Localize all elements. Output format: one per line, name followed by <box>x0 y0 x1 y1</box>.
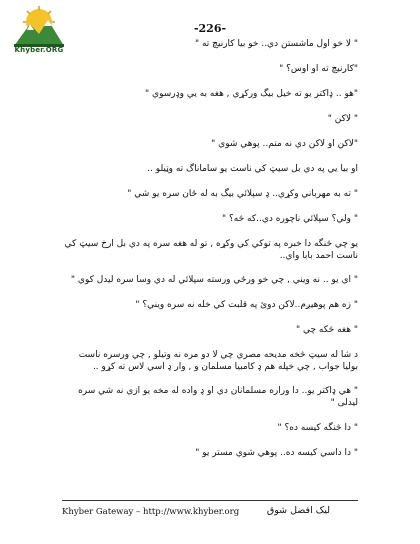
paragraph: "هو .. ډاكتر يو ته خيل بيگ وركړي , هغه به يي وډرسوي " <box>145 89 358 99</box>
paragraph: "لاكن او لاكن دي نه منم.. پوهي شوي " <box>211 139 358 149</box>
logo-text: Khyber.ORG <box>14 46 64 54</box>
paragraph: او بيا يي په دي بل سيټ كي ناست يو ساماناگ ته وټيلو .. <box>147 164 358 174</box>
paragraph: " لا خو اول ماشستن دي.. خو بيا كارنيچ ته " <box>194 39 358 49</box>
footer-author: ليک افضل شوق <box>266 505 330 516</box>
footer-divider <box>62 500 358 501</box>
paragraph: " لاكن " <box>327 114 358 124</box>
paragraph: " زه هم پوهيږم..لاكن دوئ په قلبت كي خله نه سره ويني؟ " <box>135 300 358 310</box>
paragraph: " دا داسي كيسه ده.. پوهي شوي مستر يو " <box>195 448 358 458</box>
paragraph: " هي ډاكتر يو.. دا وراره مسلمانان دي او ډ واده له مخه يو ازي نه شي سره ليدلى " <box>78 386 358 408</box>
paragraph: " ته به مهرباني وكړي.. ډ سپلائي بيگ به له ځان سره يو شي " <box>127 189 358 199</box>
footer-site: Khyber Gateway – http://www.khyber.org <box>62 507 240 517</box>
page-number: -226- <box>193 22 227 35</box>
paragraph: " هغه څكه چي " <box>295 325 358 335</box>
document-body <box>62 38 358 472</box>
paragraph: " دا څنگه كيسه ده؟ " <box>277 423 358 433</box>
paragraph: " اي يو .. نه ويني , چي خو ورځي ورسته سپلائي له دي وسا سره ليدل كوي " <box>70 275 358 285</box>
paragraph: د شا له سيټ څخه مديحه مصري چي لا دو مره نه وتيلو , چي ورسره ناست بوليا جواب , چي خپله هم ډ كامبيا مسلمان و , وار ډ اسي لاس ته كړو .. <box>78 350 358 372</box>
paragraph: يو چي څنگه دا خبره په توكي كي وكړه , تو له هغه سره په دي بل ارخ سيټ كي ناست احمد بابا واي.. <box>64 239 358 261</box>
paragraph: "كارنيچ ته او اوس؟ " <box>279 64 358 74</box>
paragraph: " ولي؟ سپلائي ناچوره دي..كه څه؟ " <box>221 214 358 224</box>
